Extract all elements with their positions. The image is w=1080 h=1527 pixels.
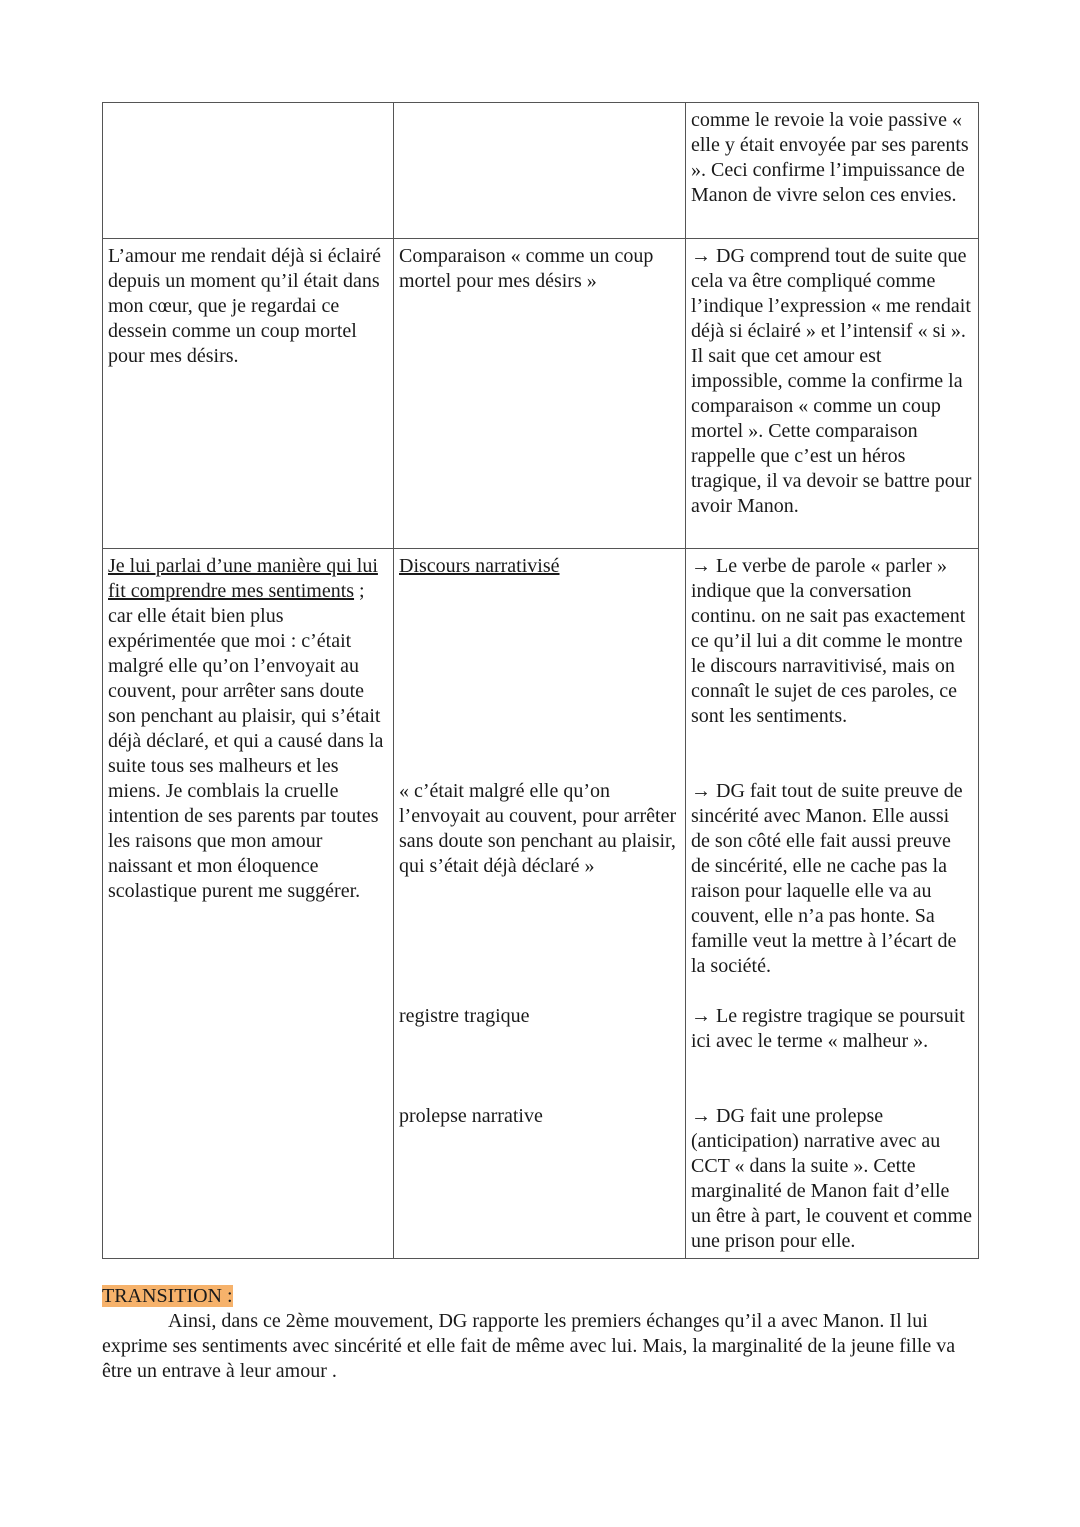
device-cell (394, 549, 686, 1259)
analysis-cell: → DG comprend tout de suite que cela va être compliqué comme l’indique l’expression « me rendait déjà si éclairé » et l’intensif « si ». Il sait que cet amour est impossible, comme la confirme la comparaison « comme un coup mortel ». Cette comparaison rappelle que c’est un héros tragique, il va devoir se battre pour avoir Manon. (686, 239, 979, 549)
device-label: Discours narrativisé (399, 555, 560, 577)
device-label: prolepse narrative (399, 1105, 543, 1127)
transition-label: TRANSITION : (102, 1285, 233, 1307)
table-row (103, 549, 979, 1259)
analysis-paragraph: → Le verbe de parole « parler » indique que la conversation continu. on ne sait pas exactement ce qu’il lui a dit comme le montre le discours narravitivisé, mais on connaît le sujet de ces paroles, ce sont les sentiments. (691, 555, 966, 727)
table-row (103, 239, 979, 549)
analysis-paragraph: → DG fait tout de suite preuve de sincérité avec Manon. Elle aussi de son côté elle fait aussi preuve de sincérité, elle ne cache pas la raison pour laquelle elle va au couvent, elle n’a pas honte. Sa famille veut la mettre à l’écart de la société. (691, 780, 963, 977)
analysis-paragraph: → DG fait une prolepse (anticipation) narrative avec au CCT « dans la suite ». Cette marginalité de Manon fait d’elle un être à part, le couvent et comme une prison pour elle. (691, 1105, 972, 1252)
transition-section (102, 1284, 982, 1384)
device-label: registre tragique (399, 1005, 530, 1027)
text-cell (103, 103, 394, 239)
analysis-paragraph: → Le registre tragique se poursuit ici avec le terme « malheur ». (691, 1005, 965, 1052)
analysis-cell (686, 549, 979, 1259)
table-row (103, 103, 979, 239)
text-cell (103, 549, 394, 1259)
text-cell: L’amour me rendait déjà si éclairé depuis un moment qu’il était dans mon cœur, que je regardai ce dessein comme un coup mortel pour mes désirs. (103, 239, 394, 549)
analysis-table (102, 102, 979, 1259)
device-cell (394, 103, 686, 239)
underlined-quote: Je lui parlai d’une manière qui lui fit comprendre mes sentiments (108, 555, 378, 602)
device-label: « c’était malgré elle qu’on l’envoyait au couvent, pour arrêter sans doute son penchant au plaisir, qui s’était déjà déclaré » (399, 780, 677, 877)
transition-text: Ainsi, dans ce 2ème mouvement, DG rapporte les premiers échanges qu’il a avec Manon. Il lui exprime ses sentiments avec sincérité et elle fait de même avec lui. Mais, la marginalité de la jeune fille va être un entrave à leur amour . (102, 1310, 956, 1382)
analysis-cell: comme le revoie la voie passive « elle y était envoyée par ses parents ». Ceci confirme l’impuissance de Manon de vivre selon ces envies. (686, 103, 979, 239)
quote-continuation: ; car elle était bien plus expérimentée que moi : c’était malgré elle qu’on l’envoyait au couvent, pour arrêter sans doute son penchant au plaisir, qui s’était déjà déclaré, et qui a causé dans la suite tous ses malheurs et les miens. Je comblais la cruelle intention de ses parents par toutes les raisons que mon amour naissant et mon éloquence scolastique purent me suggérer. (108, 580, 384, 902)
device-cell: Comparaison « comme un coup mortel pour mes désirs » (394, 239, 686, 549)
